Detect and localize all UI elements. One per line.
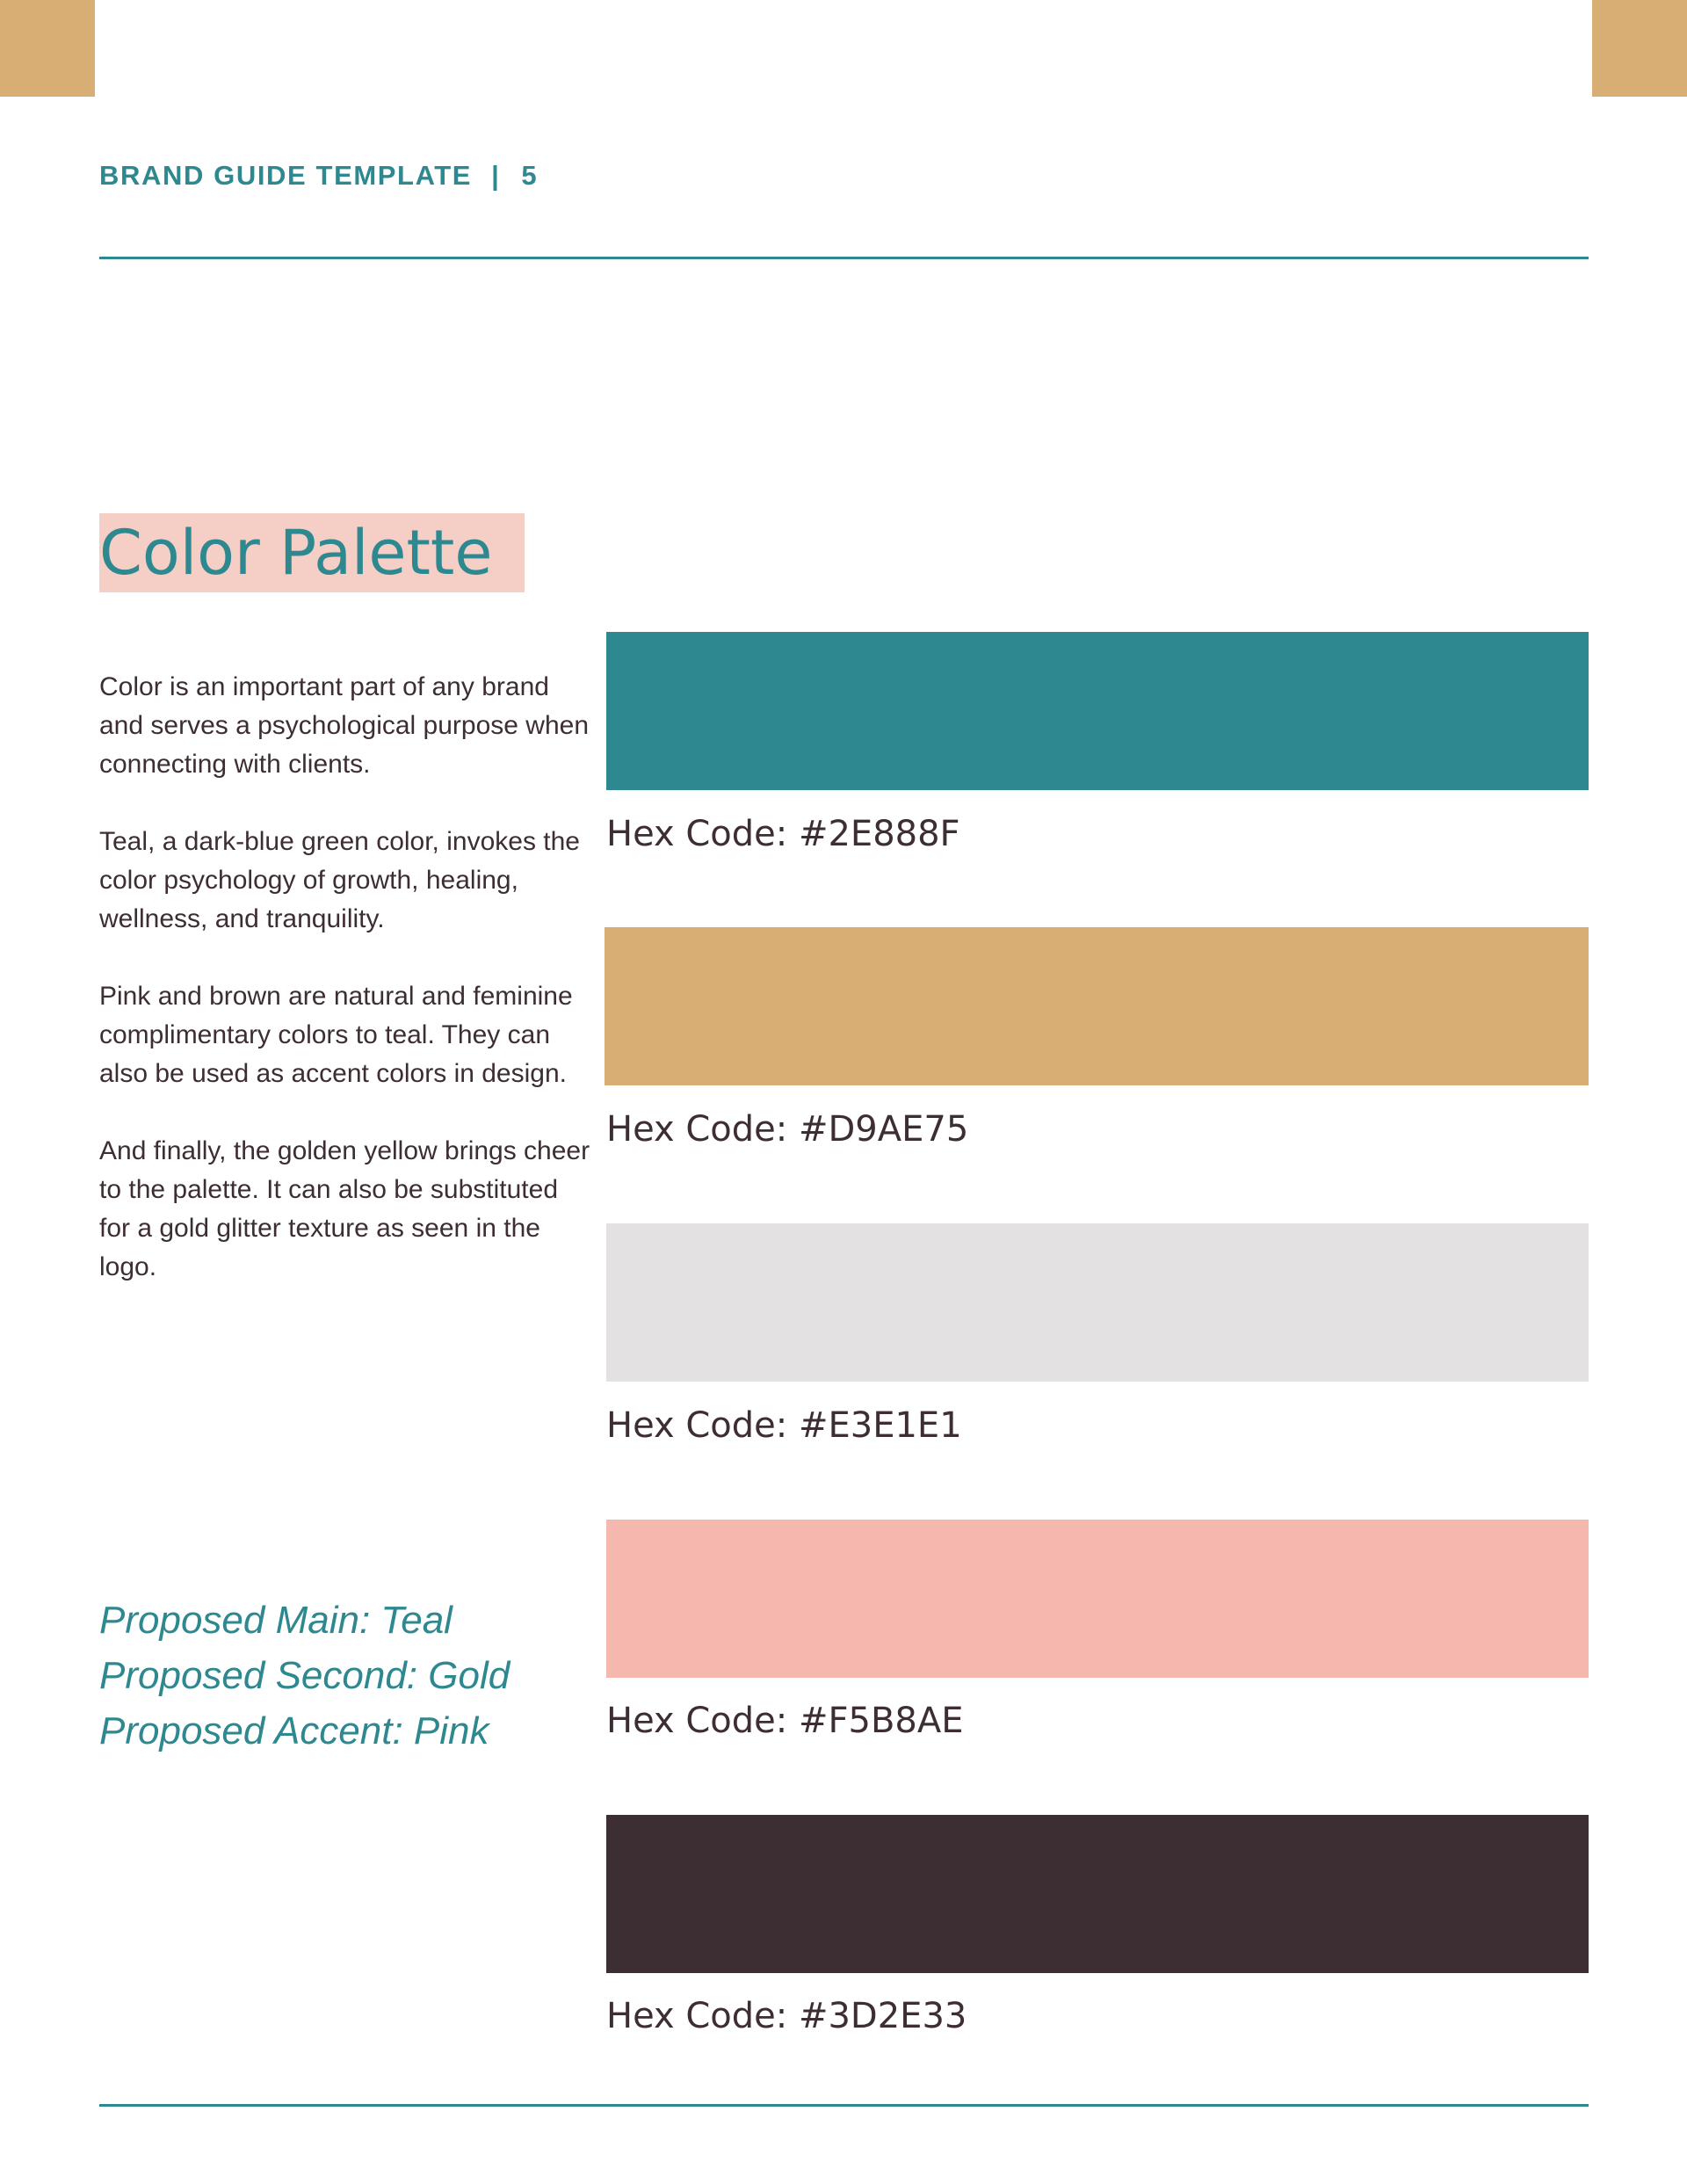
corner-decoration-right [1592,0,1687,97]
section-title-highlight [99,513,525,592]
hex-code-label-pink: Hex Code: #F5B8AE [606,1701,964,1741]
proposed-colors [99,1593,626,1759]
header-separator: | [491,160,501,191]
hex-code-label-brown: Hex Code: #3D2E33 [606,1996,967,2036]
body-paragraph: Teal, a dark-blue green color, invokes the color psychology of growth, healing, wellness, and tranquility. [99,827,580,933]
section-title: Color Palette [99,517,493,589]
color-swatch-teal [606,632,1589,790]
hex-code-label-gray: Hex Code: #E3E1E1 [606,1405,962,1446]
footer-divider [99,2104,1589,2107]
page-header [99,160,538,192]
body-text [99,668,591,1325]
header-title: BRAND GUIDE TEMPLATE [99,160,473,191]
color-swatch-gray [606,1223,1589,1382]
body-paragraph: Color is an important part of any brand and serves a psychological purpose when connecting with clients. [99,672,590,779]
proposed-accent: Proposed Accent: Pink [99,1709,489,1752]
color-swatch-pink [606,1520,1589,1678]
color-swatch-brown [606,1815,1589,1973]
body-paragraph: And finally, the golden yellow brings cheer to the palette. It can also be substituted for a gold glitter texture as seen in the logo. [99,1136,590,1281]
page-number: 5 [521,160,539,191]
proposed-second: Proposed Second: Gold [99,1654,510,1697]
color-swatch-gold [605,927,1589,1085]
header-divider [99,257,1589,259]
hex-code-label-gold: Hex Code: #D9AE75 [606,1109,969,1150]
proposed-main: Proposed Main: Teal [99,1599,453,1642]
body-paragraph: Pink and brown are natural and feminine complimentary colors to teal. They can also be used as accent colors in design. [99,982,573,1088]
hex-code-label-teal: Hex Code: #2E888F [606,814,960,854]
corner-decoration-left [0,0,95,97]
